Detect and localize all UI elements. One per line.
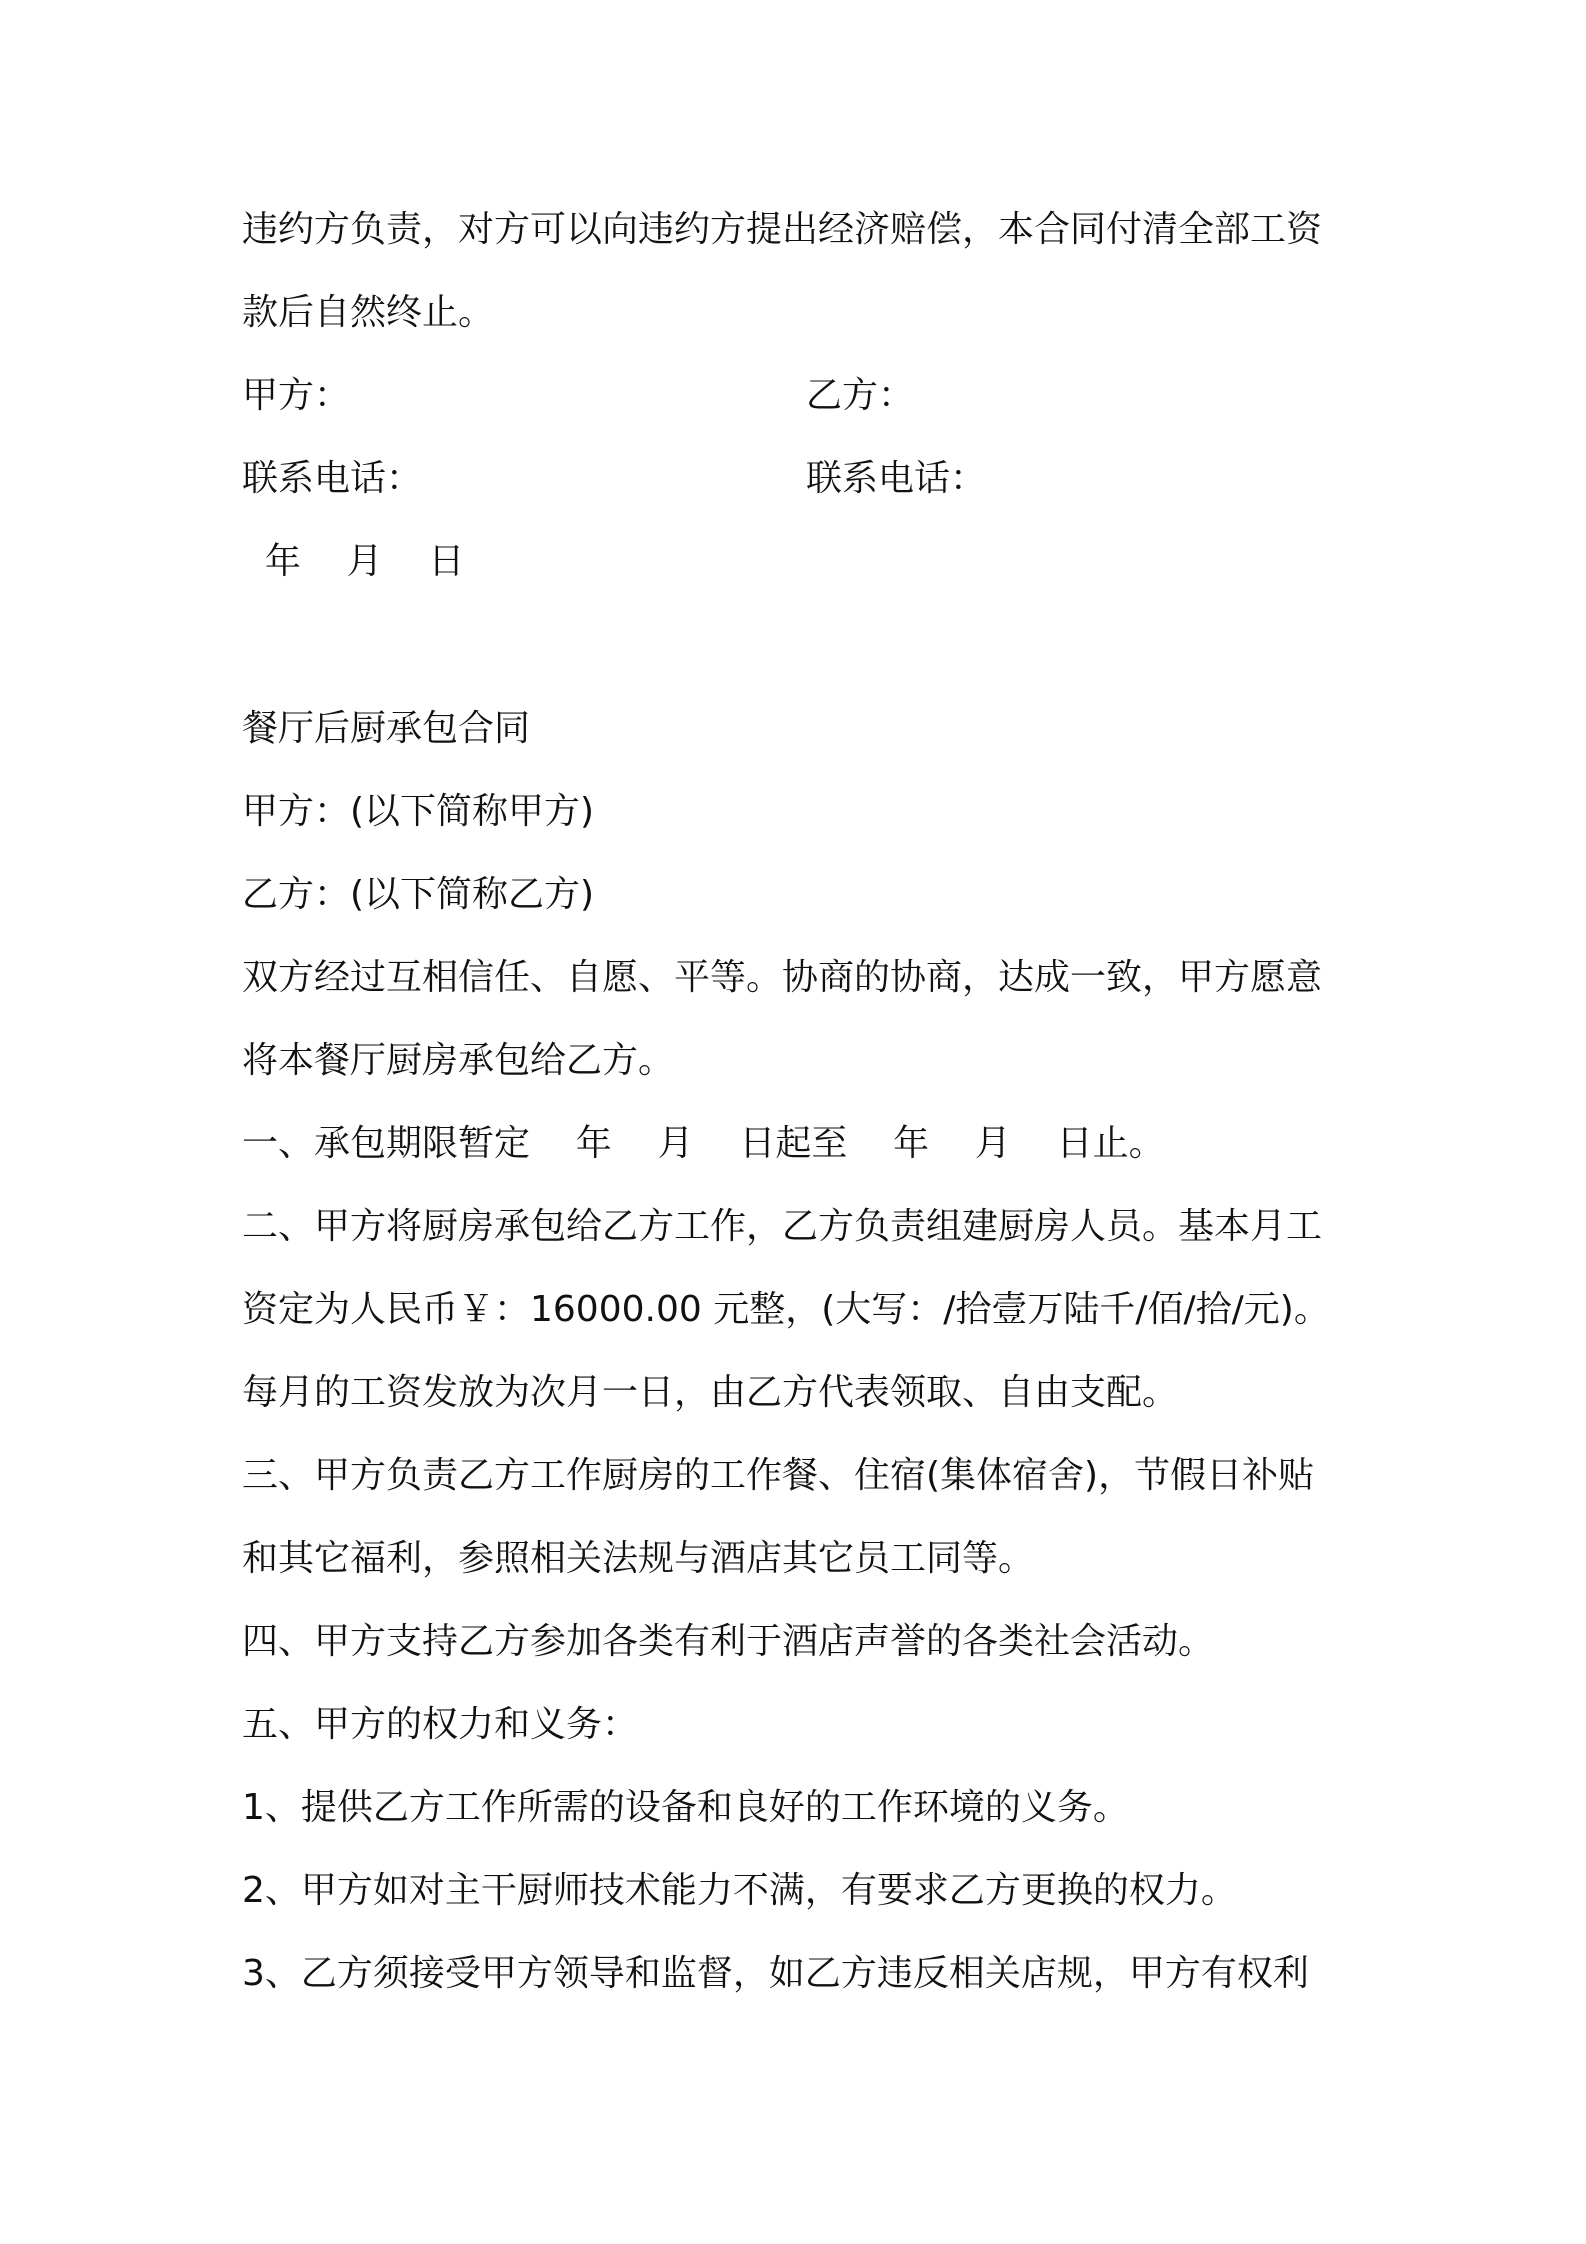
- phone-a-label: 联系电话：: [242, 458, 423, 499]
- party-a-intro: 甲方：(以下简称甲方): [242, 791, 595, 832]
- clause-3-line: 三、甲方负责乙方工作厨房的工作餐、住宿(集体宿舍)，节假日补贴: [242, 1455, 1315, 1496]
- clause-3-line: 和其它福利，参照相关法规与酒店其它员工同等。: [242, 1538, 1035, 1579]
- paragraph-line: 款后自然终止。: [242, 292, 495, 333]
- clause-2-line: 资定为人民币￥：16000.00 元整，(大写：/拾壹万陆千/佰/拾/元)。: [242, 1289, 1330, 1330]
- paragraph-line: 违约方负责，对方可以向违约方提出经济赔偿，本合同付清全部工资: [242, 209, 1323, 250]
- clause-2-line: 每月的工资发放为次月一日，由乙方代表领取、自由支配。: [242, 1372, 1179, 1413]
- party-b-label: 乙方：: [806, 375, 915, 416]
- clause-2-line: 二、甲方将厨房承包给乙方工作，乙方负责组建厨房人员。基本月工: [242, 1206, 1323, 1247]
- sub-clause-2: 2、甲方如对主干厨师技术能力不满，有要求乙方更换的权力。: [242, 1870, 1237, 1911]
- contract-title: 餐厅后厨承包合同: [242, 708, 531, 749]
- phone-b-label: 联系电话：: [806, 458, 987, 499]
- clause-1: 一、承包期限暂定 年 月 日起至 年 月 日止。: [242, 1123, 1165, 1164]
- sub-clause-1: 1、提供乙方工作所需的设备和良好的工作环境的义务。: [242, 1787, 1129, 1828]
- clause-5: 五、甲方的权力和义务：: [242, 1704, 639, 1745]
- party-a-label: 甲方：: [242, 375, 351, 416]
- paragraph-line: 将本餐厅厨房承包给乙方。: [242, 1040, 675, 1081]
- sub-clause-3: 3、乙方须接受甲方领导和监督，如乙方违反相关店规，甲方有权利: [242, 1953, 1309, 1994]
- party-b-intro: 乙方：(以下简称乙方): [242, 874, 595, 915]
- date-line: 年 月 日: [242, 541, 465, 582]
- paragraph-line: 双方经过互相信任、自愿、平等。协商的协商，达成一致，甲方愿意: [242, 957, 1323, 998]
- clause-4: 四、甲方支持乙方参加各类有利于酒店声誉的各类社会活动。: [242, 1621, 1215, 1662]
